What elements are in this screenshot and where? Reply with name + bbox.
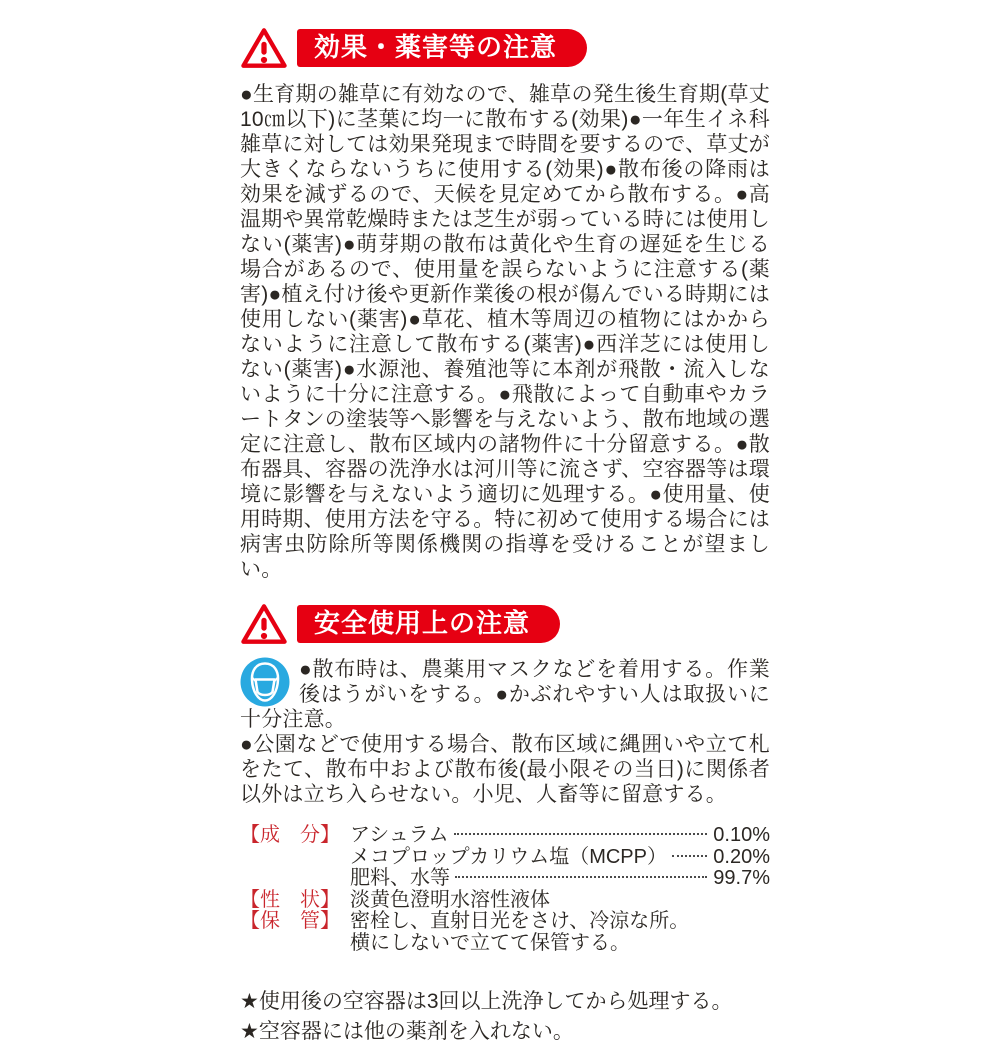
- effect-caution-section: [240, 26, 770, 582]
- effect-caution-title: 効果・薬害等の注意: [297, 29, 587, 67]
- safety-header: [240, 602, 770, 646]
- ingredients-list: [350, 825, 770, 890]
- effect-caution-body: ●生育期の雑草に有効なので、雑草の発生後生育期(草丈10㎝以下)に茎葉に均一に散布する(効果)●一年生イネ科雑草に対しては効果発現まで時間を要するので、草丈が大きくならないうちに使用する(効果)●散布後の降雨は効果を減ずるので、天候を見定めてから散布する。●高温期や異常乾燥時または芝生が弱っている時には使用しない(薬害)●萌芽期の散布は黄化や生育の遅延を生じる場合があるので、使用量を誤らないように注意する(薬害)●植え付け後や更新作業後の根が傷んでいる時期には使用しない(薬害)●草花、植木等周辺の植物にはかからないように注意して散布する(薬害)●西洋芝には使用しない(薬害)●水源池、養殖池等に本剤が飛散・流入しないように十分に注意する。●飛散によって自動車やカラートタンの塗装等へ影響を与えないよう、散布地域の選定に注意し、散布区域内の諸物件に十分留意する。●散布器具、容器の洗浄水は河川等に流さず、空容器等は環境に影響を与えないよう適切に処理する。●使用量、使用時期、使用方法を守る。特に初めて使用する場合には病害虫防除所等関係機関の指導を受けることが望ましい。: [240, 83, 770, 581]
- ingredient-name: メコプロップカリウム塩（MCPP）: [350, 845, 667, 868]
- ingredient-value: 99.7%: [713, 867, 770, 889]
- product-label-sheet: [240, 26, 770, 1050]
- ingredient-name: 肥料、水等: [350, 867, 450, 889]
- effect-caution-header: [240, 26, 770, 70]
- safety-body-block: [240, 657, 770, 807]
- safety-title: 安全使用上の注意: [297, 605, 560, 643]
- wear-mask-icon: [240, 657, 290, 707]
- storage-label: 【保 管】: [240, 910, 340, 932]
- ingredient-value: 0.10%: [713, 824, 770, 846]
- storage-lines: [350, 911, 770, 954]
- storage-line: 密栓し、直射日光をさけ、冷涼な所。: [350, 910, 690, 932]
- property-row: [240, 890, 770, 912]
- container-notes: [240, 990, 770, 1044]
- ingredient-name: アシュラム: [350, 824, 449, 846]
- note-line: ★使用後の空容器は3回以上洗浄してから処理する。: [240, 990, 733, 1013]
- property-label: 【性 状】: [240, 888, 340, 911]
- warning-triangle-icon: [240, 602, 288, 646]
- note-line: ★空容器には他の薬剤を入れない。: [240, 1020, 574, 1043]
- ingredient-row: [350, 825, 770, 847]
- ingredient-row: [350, 847, 770, 869]
- safety-body-text: ●公園などで使用する場合、散布区域に縄囲いや立て札をたて、散布中および散布後(最小限その当日)に関係者以外は立ち入らせない。小児、人畜等に留意する。: [240, 733, 770, 806]
- warning-triangle-icon: [240, 26, 288, 70]
- safety-section: [240, 602, 770, 807]
- ingredient-row: [350, 868, 770, 890]
- storage-row: [240, 911, 770, 954]
- spec-section: [240, 825, 770, 954]
- ingredient-value: 0.20%: [713, 845, 770, 868]
- ingredients-row: [240, 825, 770, 890]
- ingredients-label: 【成 分】: [240, 824, 340, 846]
- storage-line: 横にしないで立てて保管する。: [350, 931, 630, 954]
- mask-instruction-text: ●散布時は、農薬用マスクなどを着用する。作業後はうがいをする。●かぶれやすい人は取扱いに十分注意。: [240, 658, 770, 731]
- property-value: 淡黄色澄明水溶性液体: [350, 888, 550, 911]
